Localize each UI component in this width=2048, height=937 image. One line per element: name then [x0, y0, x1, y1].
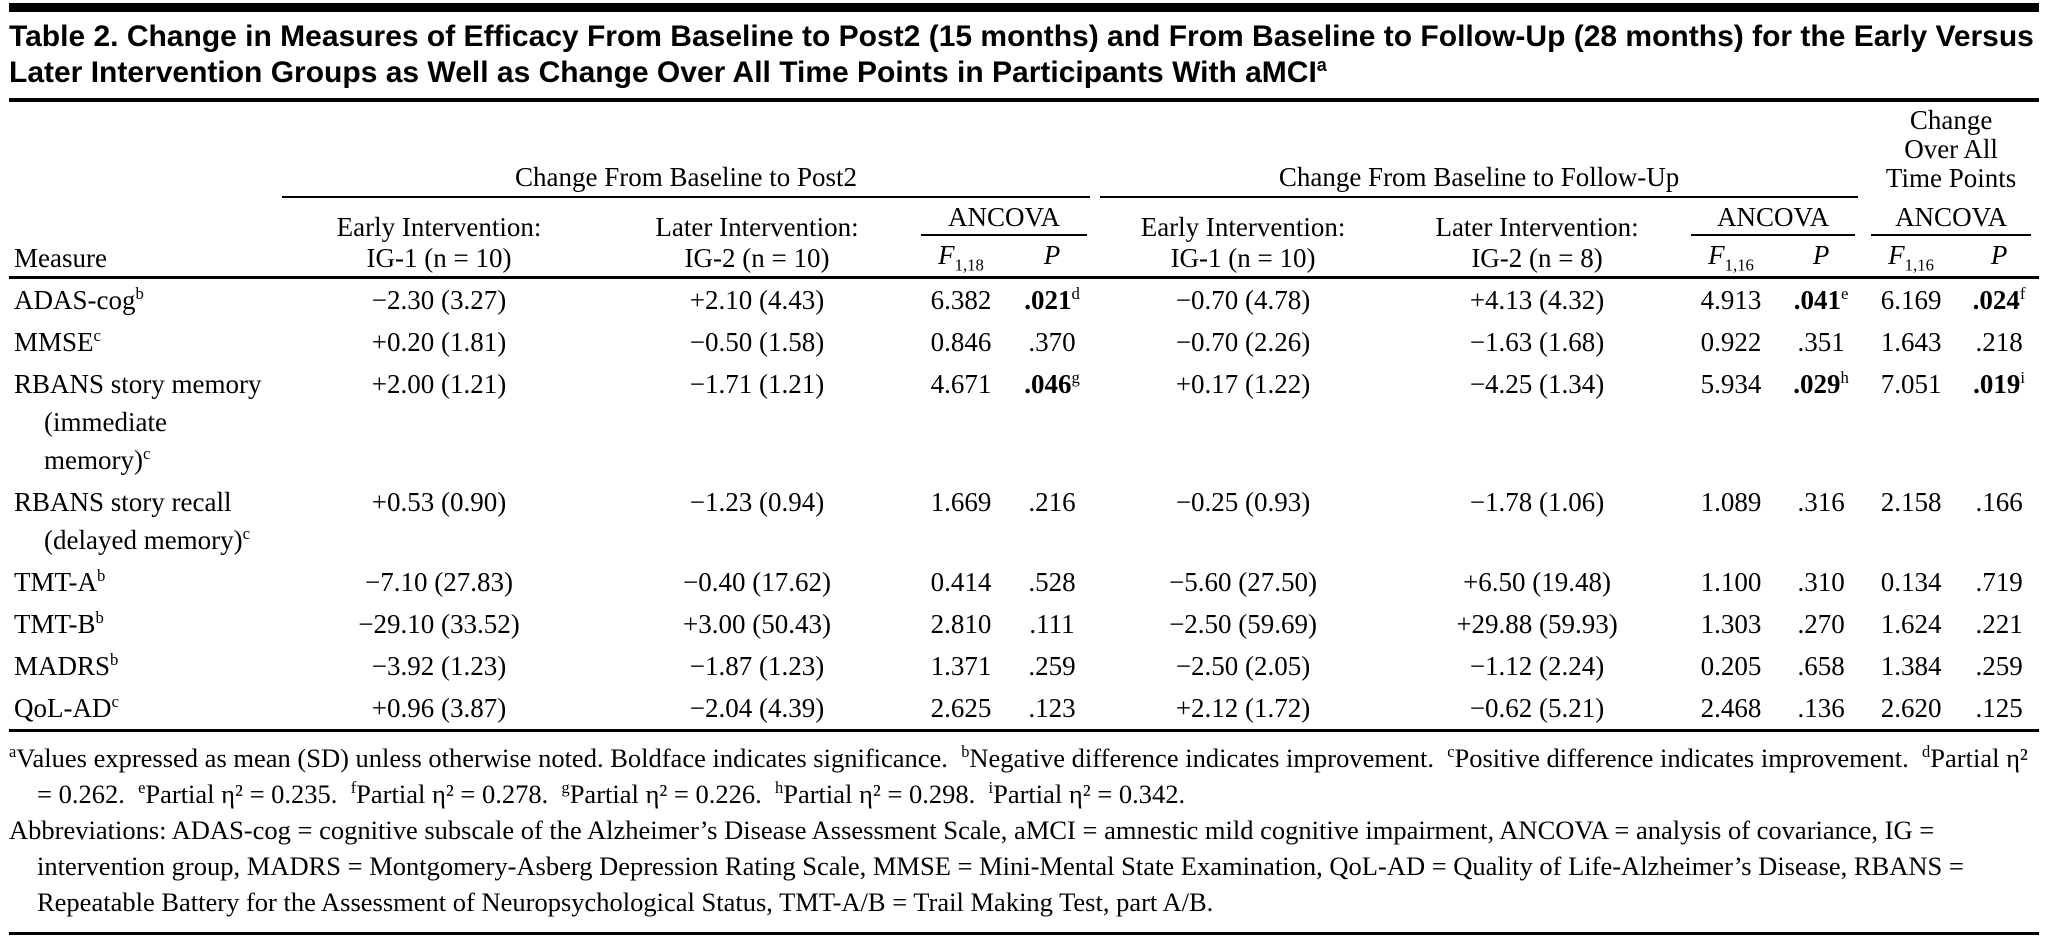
footnotes-notes — [9, 740, 2037, 812]
value-cell: .528 — [1028, 567, 1076, 597]
value-cell: 1.624 — [1880, 609, 1942, 639]
footnote-note: $^i$Partial η² = 0.342. — [988, 778, 1186, 809]
value-cell: .125 — [1975, 693, 2023, 723]
post2-later-intervention-header: Later Intervention: IG-2 (n = 10) — [655, 212, 859, 273]
group-label-followup: Change From Baseline to Follow-Up — [1100, 162, 1858, 198]
value-cell: −3.92 (1.23) — [371, 651, 507, 681]
value-cell: .024$^f$ — [1972, 284, 2026, 315]
value-cell: 6.169 — [1880, 285, 1942, 315]
post2-p-header: P — [1043, 240, 1061, 270]
footnote-note: $^d$Partial η² = 0.262. — [37, 742, 2028, 809]
value-cell: .216 — [1028, 487, 1076, 517]
value-cell: .221 — [1975, 609, 2023, 639]
value-cell: 2.620 — [1880, 693, 1942, 723]
measure-cell: QoL-$AD^c$ — [14, 692, 119, 723]
value-cell: 1.100 — [1700, 567, 1762, 597]
footnotes-abbreviations: Abbreviations: ADAS-cog = cognitive subscale of the Alzheimer’s Disease Assessment Scale, aMCI = amnestic mild cognitive impairment, ANCOVA = analysis of covariance, IG = intervention group, MADRS = Montgomery-Asberg Depression Rating Scale, MMSE = Mini-Mental State Examination, QoL-AD = Quality of Life-Alzheimer’s Disease, RBANS = Repeatable Battery for the Assessment of Neuropsychological Status, TMT-A/B = Trail Making Test, part A/B. — [9, 815, 1964, 917]
footnote-note: $^g$Partial η² = 0.226. — [561, 778, 762, 809]
value-cell: .019$^i$ — [1973, 368, 2026, 399]
footnote-note: $^a$Values expressed as mean (SD) unless otherwise noted. Boldface indicates significance. — [9, 742, 948, 773]
value-cell: 1.669 — [930, 487, 992, 517]
footnote-note: $^e$Partial η² = 0.235. — [138, 778, 338, 809]
value-cell: +0.17 (1.22) — [1175, 369, 1311, 399]
table-body — [9, 278, 2039, 731]
followup-f-header: $F_{1,16}$ — [1708, 240, 1754, 275]
value-cell: .259 — [1975, 651, 2023, 681]
value-cell: .270 — [1797, 609, 1845, 639]
value-cell: 7.051 — [1880, 369, 1942, 399]
value-cell: .123 — [1028, 693, 1076, 723]
table-title — [9, 12, 2039, 98]
value-cell: +3.00 (50.43) — [683, 609, 831, 639]
value-cell: +2.10 (4.43) — [689, 285, 825, 315]
value-cell: 1.089 — [1700, 487, 1762, 517]
value-cell: 2.468 — [1700, 693, 1762, 723]
value-cell: 2.158 — [1880, 487, 1942, 517]
value-cell: 1.384 — [1880, 651, 1942, 681]
value-cell: .046$^g$ — [1024, 368, 1080, 399]
title-rule — [9, 98, 2039, 102]
footnotes — [9, 732, 2039, 932]
value-cell: −1.12 (2.24) — [1469, 651, 1605, 681]
header-subgroup-row — [9, 200, 2039, 238]
value-cell: .111 — [1029, 609, 1075, 639]
footnote-note: $^h$Partial η² = 0.298. — [775, 778, 976, 809]
overall-f-header: $F_{1,16}$ — [1888, 240, 1934, 275]
value-cell: 1.303 — [1700, 609, 1762, 639]
measure-cell: MMSE$^c$ — [14, 326, 101, 357]
post2-early-intervention-header: Early Intervention: IG-1 (n = 10) — [336, 212, 542, 273]
value-cell: +0.96 (3.87) — [371, 693, 507, 723]
value-cell: 5.934 — [1700, 369, 1762, 399]
value-cell: .310 — [1797, 567, 1845, 597]
value-cell: −1.87 (1.23) — [689, 651, 825, 681]
measure-column-header: Measure — [14, 243, 107, 273]
value-cell: .658 — [1797, 651, 1845, 681]
table-header — [9, 104, 2039, 278]
table-row — [9, 278, 2039, 322]
value-cell: .351 — [1797, 327, 1845, 357]
value-cell: −0.40 (17.62) — [683, 567, 831, 597]
table-row — [9, 321, 2039, 363]
value-cell: 4.913 — [1700, 285, 1762, 315]
value-cell: −2.30 (3.27) — [371, 285, 507, 315]
value-cell: −29.10 (33.52) — [358, 609, 520, 639]
value-cell: .218 — [1975, 327, 2023, 357]
group-label-overall: Change Over All Time Points — [1885, 105, 2017, 193]
bottom-rule — [9, 932, 2039, 935]
value-cell: −0.70 (2.26) — [1175, 327, 1311, 357]
measure-cell: ADAS-cog$^b$ — [14, 284, 144, 315]
value-cell: 1.643 — [1880, 327, 1942, 357]
value-cell: −0.70 (4.78) — [1175, 285, 1311, 315]
value-cell: −2.50 (59.69) — [1169, 609, 1318, 639]
value-cell: 0.922 — [1700, 327, 1762, 357]
value-cell: 0.414 — [930, 567, 992, 597]
value-cell: −0.62 (5.21) — [1469, 693, 1605, 723]
value-cell: +2.12 (1.72) — [1175, 693, 1311, 723]
value-cell: 0.205 — [1700, 651, 1762, 681]
footnote-note: $^f$Partial η² = 0.278. — [350, 778, 549, 809]
top-rule — [9, 3, 2039, 12]
group-header-overall — [1863, 104, 2039, 200]
measure-cell: TMT-$B^b$ — [14, 608, 104, 639]
value-cell: 2.810 — [930, 609, 992, 639]
value-cell: .259 — [1028, 651, 1076, 681]
followup-ancova-header: ANCOVA — [1683, 200, 1863, 238]
value-cell: +0.20 (1.81) — [371, 327, 507, 357]
value-cell: .136 — [1797, 693, 1845, 723]
value-cell: −2.04 (4.39) — [689, 693, 825, 723]
measure-cell: RBANS story memory (immediate memory)$^c$ — [14, 369, 262, 475]
value-cell: +29.88 (59.93) — [1456, 609, 1618, 639]
value-cell: +2.00 (1.21) — [371, 369, 507, 399]
post2-f-header: $F_{1,18}$ — [938, 240, 984, 275]
value-cell: .719 — [1975, 567, 2023, 597]
value-cell: +0.53 (0.90) — [371, 487, 507, 517]
value-cell: .316 — [1797, 487, 1845, 517]
value-cell: 0.846 — [930, 327, 992, 357]
group-header-post2 — [277, 104, 1095, 200]
value-cell: +6.50 (19.48) — [1463, 567, 1612, 597]
efficacy-table — [9, 104, 2039, 732]
table-row — [9, 687, 2039, 731]
table-row — [9, 603, 2039, 645]
followup-early-intervention-header: Early Intervention: IG-1 (n = 10) — [1140, 212, 1346, 273]
group-label-post2: Change From Baseline to Post2 — [282, 162, 1090, 198]
overall-p-header: P — [1990, 240, 2008, 270]
value-cell: .029$^h$ — [1793, 368, 1849, 399]
table-row — [9, 645, 2039, 687]
overall-ancova-header: ANCOVA — [1863, 200, 2039, 238]
footnote-note: $^b$Negative difference indicates improvement. — [961, 742, 1434, 773]
header-group-row — [9, 104, 2039, 200]
measure-cell: TMT-$A^b$ — [14, 566, 106, 597]
value-cell: .370 — [1028, 327, 1076, 357]
table-title-superscript: a — [1316, 55, 1327, 75]
footnote-note: $^c$Positive difference indicates improvement. — [1447, 742, 1909, 773]
value-cell: 1.371 — [930, 651, 992, 681]
table-row — [9, 363, 2039, 481]
value-cell: −1.71 (1.21) — [689, 369, 825, 399]
value-cell: .021$^d$ — [1024, 284, 1080, 315]
table-row — [9, 481, 2039, 561]
group-header-followup — [1095, 104, 1863, 200]
value-cell: 4.671 — [930, 369, 992, 399]
measure-cell: RBANS story recall (delayed memory)$^c$ — [14, 487, 251, 555]
value-cell: −5.60 (27.50) — [1169, 567, 1318, 597]
value-cell: 2.625 — [930, 693, 992, 723]
table-row — [9, 561, 2039, 603]
value-cell: −4.25 (1.34) — [1469, 369, 1605, 399]
table-title-text: Table 2. Change in Measures of Efficacy From Baseline to Post2 (15 months) and From Baseline to Follow-Up (28 months) for the Early Versus Later Intervention Groups as Well as Change Over All Time Points in Participants With aMCI — [9, 20, 2034, 89]
value-cell: .166 — [1975, 487, 2023, 517]
value-cell: −1.63 (1.68) — [1469, 327, 1605, 357]
value-cell: +4.13 (4.32) — [1469, 285, 1605, 315]
value-cell: −7.10 (27.83) — [365, 567, 513, 597]
measure-cell: MADRS$^b$ — [14, 650, 119, 681]
value-cell: −0.50 (1.58) — [689, 327, 825, 357]
value-cell: 0.134 — [1880, 567, 1942, 597]
value-cell: −1.23 (0.94) — [689, 487, 825, 517]
value-cell: −0.25 (0.93) — [1175, 487, 1311, 517]
value-cell: −2.50 (2.05) — [1175, 651, 1311, 681]
followup-p-header: P — [1812, 240, 1830, 270]
value-cell: .041e — [1793, 284, 1849, 315]
header-spacer — [9, 104, 277, 200]
value-cell: 6.382 — [930, 285, 992, 315]
value-cell: −1.78 (1.06) — [1469, 487, 1605, 517]
followup-later-intervention-header: Later Intervention: IG-2 (n = 8) — [1435, 212, 1639, 273]
post2-ancova-header: ANCOVA — [913, 200, 1095, 238]
